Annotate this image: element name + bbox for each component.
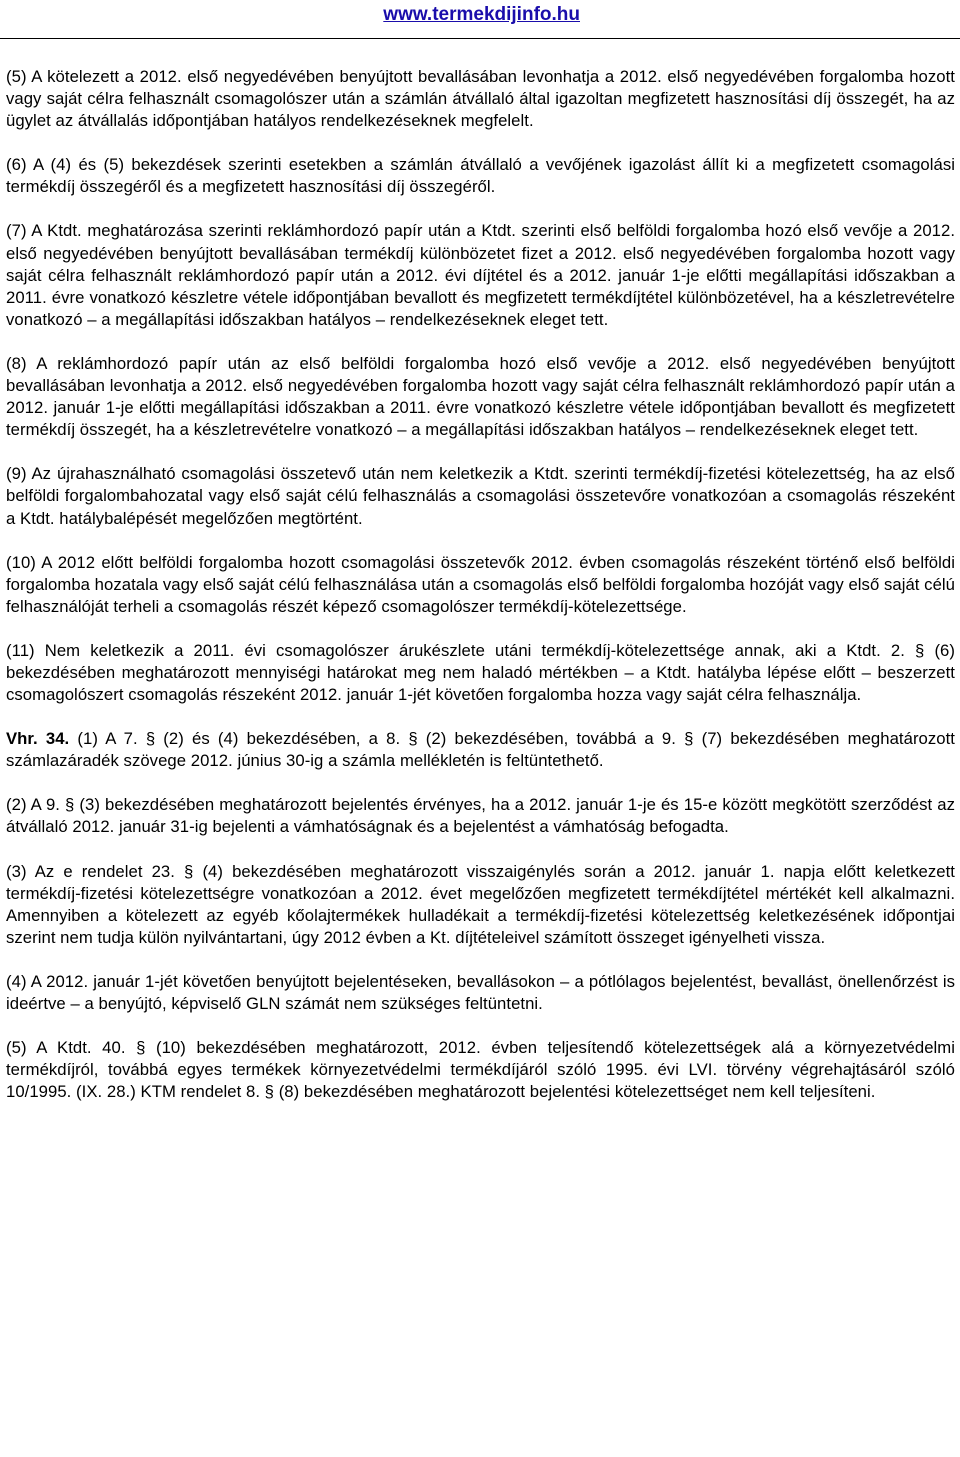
paragraph-9: (9) Az újrahasználható csomagolási összetevő után nem keletkezik a Ktdt. szerinti termékdíj-fizetési kötelezettség, ha az első belföldi forgalombahozatal vagy első saját célú felhasználás a csomagolási összetevőre vonatkozóan a csomagolás részeként a Ktdt. hatálybalépését megelőzően megtörtént. — [6, 464, 955, 528]
header-divider — [0, 38, 960, 39]
paragraph-vhr-34-1 — [6, 728, 955, 772]
paragraph-text: (1) A 7. § (2) és (4) bekezdésében, a 8. § (2) bekezdésében, továbbá a 9. § (7) bekezdésében meghatározott számlazáradék szövege 2012. június 30-ig a számla mellékletén is feltüntethető. — [6, 729, 955, 771]
paragraph-vhr-34-5: (5) A Ktdt. 40. § (10) bekezdésében meghatározott, 2012. évben teljesítendő kötelezettségek alá a környezetvédelmi termékdíjról, továbbá egyes termékek környezetvédelmi termékdíjáról szóló 1995. évi LVI. törvény végrehajtásáról szóló 10/1995. (IX. 28.) KTM rendelet 8. § (8) bekezdésében meghatározott bejelentési kötelezettséget nem kell teljesíteni. — [6, 1038, 955, 1102]
document-body — [6, 66, 955, 1103]
paragraph-8: (8) A reklámhordozó papír után az első belföldi forgalomba hozó első vevője a 2012. első negyedévében benyújtott bevallásában levonhatja a 2012. első negyedévében forgalomba hozott vagy saját célra felhasznált reklámhordozó papír után a 2012. január 1-je előtti megállapítási időszakban a 2011. évre vonatkozó készletre vétele időpontjában bevallott és megfizetett termékdíj összegét, ha a készletrevételre vonatkozó – a megállapítási időszakban hatályos – rendelkezéseknek eleget tett. — [6, 353, 955, 440]
paragraph-11: (11) Nem keletkezik a 2011. évi csomagolószer árukészlete utáni termékdíj-kötelezettsége annak, aki a Ktdt. 2. § (6) bekezdésében meghatározott mennyiségi határokat meg nem haladó mértékben – a Ktdt. hatályba lépése előtt – beszerzett csomagolószert csomagolás részeként 2012. január 1-jét követően forgalomba hozza vagy saját célra felhasználja. — [6, 640, 955, 705]
section-heading: Vhr. 34. — [6, 729, 70, 749]
paragraph-vhr-34-2: (2) A 9. § (3) bekezdésében meghatározott bejelentés érvényes, ha a 2012. január 1-je és 15-e között megkötött szerződést az átvállaló 2012. január 31-ig bejelenti a vámhatóságnak és a bejelentést a vámhatóság befogadta. — [6, 795, 955, 837]
site-link[interactable]: www.termekdijinfo.hu — [383, 4, 580, 25]
paragraph-7: (7) A Ktdt. meghatározása szerinti reklámhordozó papír után a Ktdt. szerinti első belföldi forgalomba hozó első vevője a 2012. első negyedévében benyújtott bevallásában termékdíj különbözetet fizet a 2012. első negyedévében forgalomba hozott vagy saját célra felhasznált reklámhordozó papír után a 2012. évi díjtétel és a 2012. január 1-je előtti megállapítási időszakban a 2011. évre vonatkozó készletre vétele időpontjában bevallott és megfizetett termékdíjtétel különbözetével, ha a készletrevételre vonatkozó – a megállapítási időszakban hatályos – rendelkezéseknek eleget tett. — [6, 221, 955, 329]
paragraph-5: (5) A kötelezett a 2012. első negyedévében benyújtott bevallásában levonhatja a 2012. első negyedévében forgalomba hozott vagy saját célra felhasznált csomagolószer után a számlán átvállaló által igazoltan megfizetett hasznosítási díj összegét, ha az ügylet az átvállalás időpontjában hatályos rendelkezéseknek megfelelt. — [6, 67, 955, 131]
paragraph-vhr-34-3: (3) Az e rendelet 23. § (4) bekezdésében meghatározott visszaigénylés során a 2012. január 1. napja előtt keletkezett termékdíj-fizetési kötelezettségre vonatkozóan a 2012. évet megelőzően megfizetett termékdíjtétel mértékét kell alkalmazni. Amennyiben a kötelezett az egyéb kőolajtermékek hulladékait a termékdíj-fizetési kötelezettség keletkezésének időpontjai szerint nem tudja külön nyilvántartani, úgy 2012 évben a Kt. díjtételeivel számított összeget igényelheti vissza. — [6, 861, 955, 947]
paragraph-10: (10) A 2012 előtt belföldi forgalomba hozott csomagolási összetevők 2012. évben csomagolás részeként történő első belföldi forgalomba hozatala vagy első saját célú felhasználása után a csomagolás első belföldi forgalomba hozóját vagy első saját célú felhasználóját terheli a csomagolás részét képező csomagolószer termékdíj-kötelezettsége. — [6, 552, 955, 616]
paragraph-6: (6) A (4) és (5) bekezdések szerinti esetekben a számlán átvállaló a vevőjének igazolást állít ki a megfizetett csomagolási termékdíj összegéről és a megfizetett hasznosítási díj összegéről. — [6, 155, 955, 197]
paragraph-vhr-34-4: (4) A 2012. január 1-jét követően benyújtott bejelentéseken, bevallásokon – a pótlólagos bejelentést, bevallást, önellenőrzést is ideértve – a benyújtó, képviselő GLN számát nem szükséges feltüntetni. — [6, 971, 955, 1013]
